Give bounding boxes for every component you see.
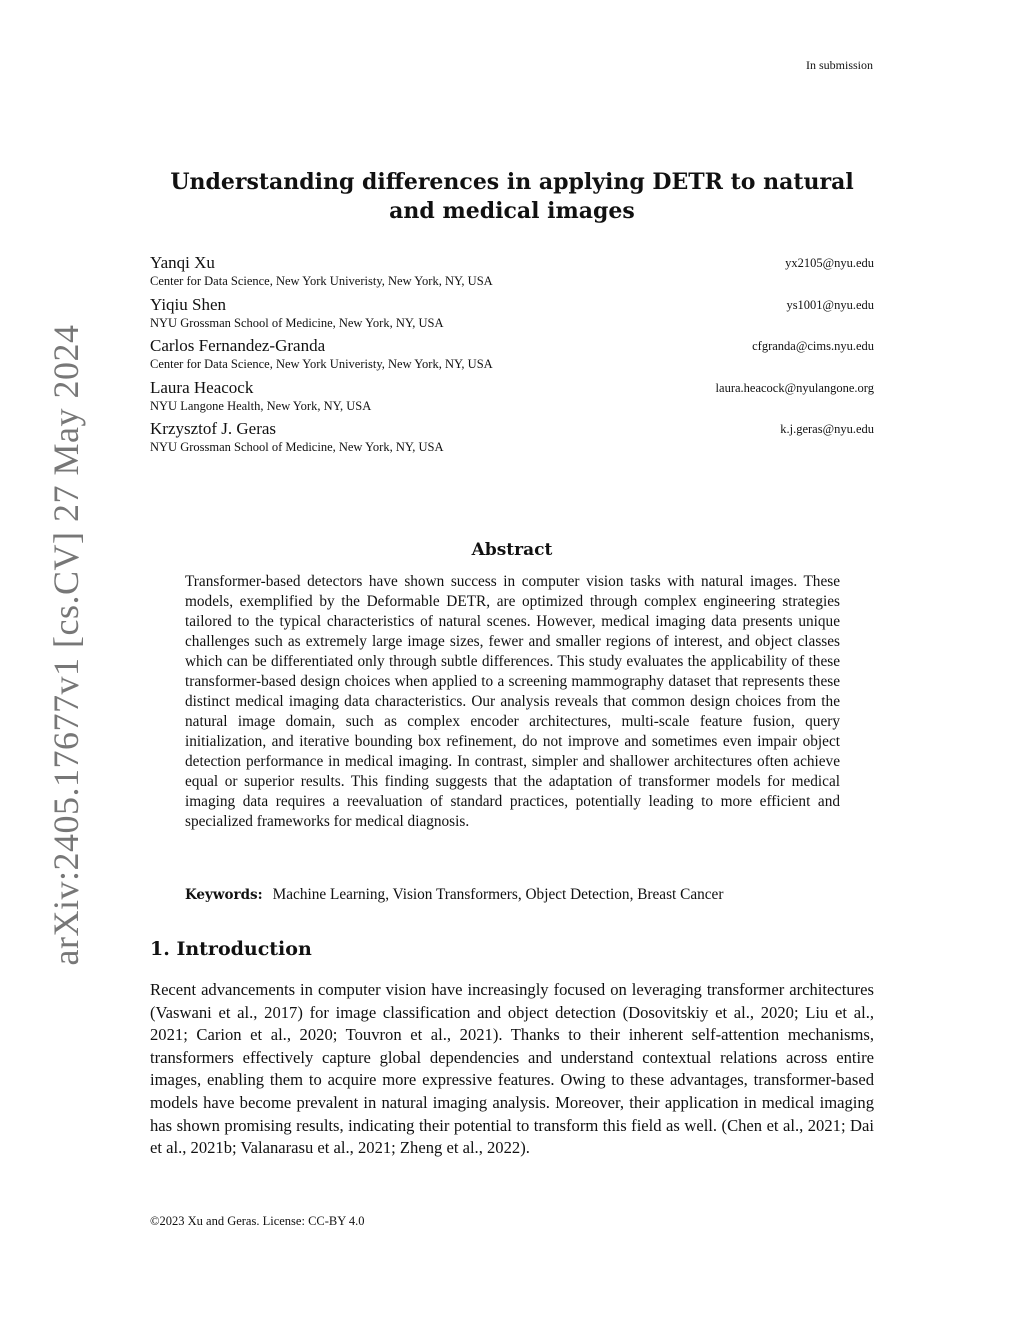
author-entry: [150, 336, 874, 378]
author-name: Carlos Fernandez-Granda: [150, 336, 326, 355]
abstract-heading: Abstract: [471, 540, 553, 560]
author-entry: [150, 378, 874, 420]
submission-note: In submission: [805, 58, 873, 72]
author-affiliation: Center for Data Science, New York Univeristy, New York, NY, USA: [150, 357, 493, 371]
author-email[interactable]: yx2105@nyu.edu: [785, 256, 874, 270]
author-email[interactable]: cfgranda@cims.nyu.edu: [752, 339, 874, 353]
keywords-label: Keywords:: [185, 887, 263, 903]
author-entry: [150, 253, 874, 295]
author-name: Laura Heacock: [150, 377, 254, 397]
arxiv-identifier-stamp: arXiv:2405.17677v1 [cs.CV] 27 May 2024: [46, 324, 86, 966]
author-entry: [150, 295, 874, 337]
author-name: Krzysztof J. Geras: [150, 419, 277, 438]
author-email[interactable]: laura.heacock@nyulangone.org: [715, 380, 874, 395]
author-name: Yiqiu Shen: [150, 294, 227, 314]
abstract-text: Transformer-based detectors have shown success in computer vision tasks with natural images. These models, exemplified by the Deformable DETR, are optimized through complex engineering strategies tailored to the typical characteristics of natural scenes. However, medical imaging data presents unique challenges such as extremely large image sizes, fewer and smaller regions of interest, and object classes which can be differentiated only through subtle differences. This study evaluates the applicability of these transformer-based design choices when applied to a screening mammography dataset that represents these distinct medical imaging data characteristics. Our analysis reveals that common design choices from the natural image domain, such as complex encoder architectures, multi-scale feature fusion, query initialization, and iterative bounding box refinement, do not improve and sometimes even impair object detection performance in medical imaging. In contrast, simpler and shallower architectures often achieve equal or superior results. This finding suggests that the adaptation of transformer models for medical imaging data requires a reevaluation of standard practices, potentially leading to more efficient and specialized frameworks for medical diagnosis.: [185, 573, 840, 830]
author-affiliation: NYU Grossman School of Medicine, New York, NY, USA: [150, 315, 444, 330]
author-entry: [150, 419, 874, 461]
author-list: [150, 253, 874, 461]
author-affiliation: Center for Data Science, New York Univeristy, New York, NY, USA: [150, 274, 493, 288]
author-email[interactable]: ys1001@nyu.edu: [786, 297, 874, 312]
introduction-text: Recent advancements in computer vision have increasingly focused on leveraging transformer architectures (Vaswani et al., 2017) for image classification and object detection (Dosovitskiy et al., 2020; Liu et al., 2021; Carion et al., 2020; Touvron et al., 2021). Thanks to their inherent self-attention mechanisms, transformers effectively capture global dependencies and understand contextual relations across entire images, enabling them to acquire more expressive features. Owing to these advantages, transformer-based models have become prevalent in natural imaging analysis. Moreover, their application in medical imaging has shown promising results, indicating their potential to transform this field as well. (Chen et al., 2021; Dai et al., 2021b; Valanarasu et al., 2021; Zheng et al., 2022).: [150, 980, 874, 1158]
introduction-heading: 1. Introduction: [150, 938, 312, 960]
keywords-text: Machine Learning, Vision Transformers, Object Detection, Breast Cancer: [272, 886, 724, 903]
license-footnote: ©2023 Xu and Geras. License: CC-BY 4.0: [150, 1214, 365, 1228]
author-name: Yanqi Xu: [150, 253, 215, 272]
keywords-line: [185, 886, 840, 904]
paper-title: Understanding differences in applying DETR to natural and medical images: [170, 169, 854, 224]
author-affiliation: NYU Grossman School of Medicine, New York, NY, USA: [150, 440, 444, 454]
author-email[interactable]: k.j.geras@nyu.edu: [780, 422, 874, 436]
author-affiliation: NYU Langone Health, New York, NY, USA: [150, 398, 372, 413]
